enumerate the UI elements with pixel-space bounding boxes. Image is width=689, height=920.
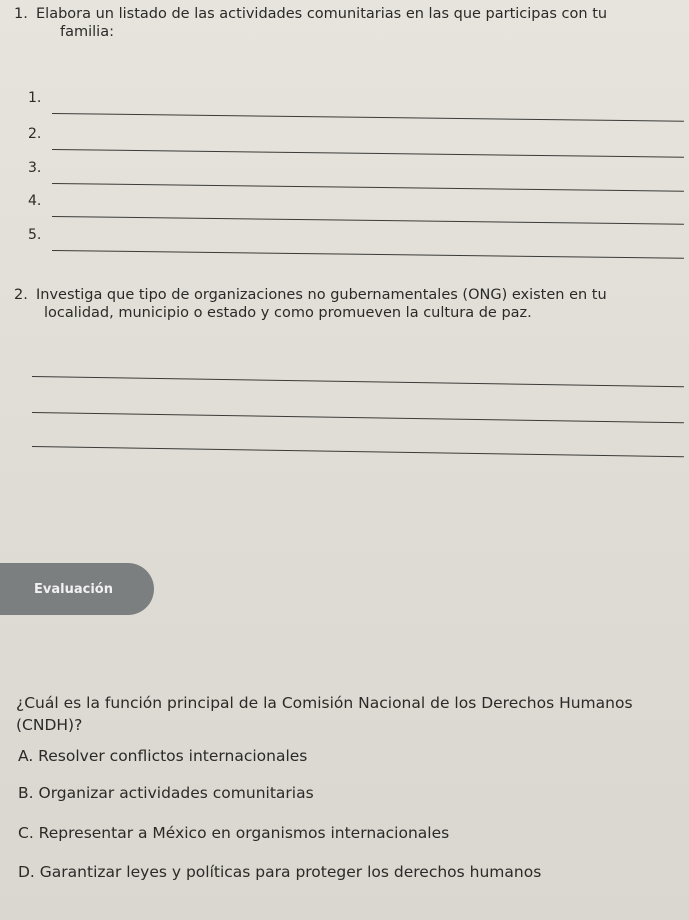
list-item-number: 2. [28,126,42,142]
answer-line[interactable] [32,376,684,387]
list-item-number: 1. [28,90,42,106]
answer-line[interactable] [52,113,684,122]
list-item-number: 4. [28,193,42,209]
evaluation-badge [0,563,154,615]
question-2 [14,286,684,322]
list-item-number: 3. [28,160,42,176]
question-1 [14,5,674,41]
option-d[interactable]: D. Garantizar leyes y políticas para proteger los derechos humanos [18,863,542,881]
list-item-4 [28,193,684,223]
answer-line[interactable] [32,446,684,457]
answer-line[interactable] [52,149,684,158]
question-2-text: Investiga que tipo de organizaciones no gubernamentales (ONG) existen en tu [36,287,607,303]
question-2-continuation: localidad, municipio o estado y como promueven la cultura de paz. [44,305,532,321]
list-item-2 [28,126,684,156]
question-1-continuation: familia: [60,24,114,40]
list-item-1 [28,90,684,120]
answer-line[interactable] [52,183,684,192]
answer-line[interactable] [32,412,684,423]
question-2-number: 2. [14,287,28,303]
option-c[interactable]: C. Representar a México en organismos internacionales [18,824,450,842]
option-b[interactable]: B. Organizar actividades comunitarias [18,784,314,802]
answer-line[interactable] [52,216,684,225]
answer-line[interactable] [52,250,684,259]
list-item-5 [28,227,684,257]
list-item-number: 5. [28,227,42,243]
question-1-text: Elabora un listado de las actividades comunitarias en las que participas con tu [36,6,608,22]
evaluation-badge-label: Evaluación [34,581,113,597]
question-1-number: 1. [14,6,28,22]
list-item-3 [28,160,684,190]
evaluation-question: ¿Cuál es la función principal de la Comisión Nacional de los Derechos Humanos (CNDH)? [16,694,633,734]
option-a[interactable]: A. Resolver conflictos internacionales [18,747,308,765]
